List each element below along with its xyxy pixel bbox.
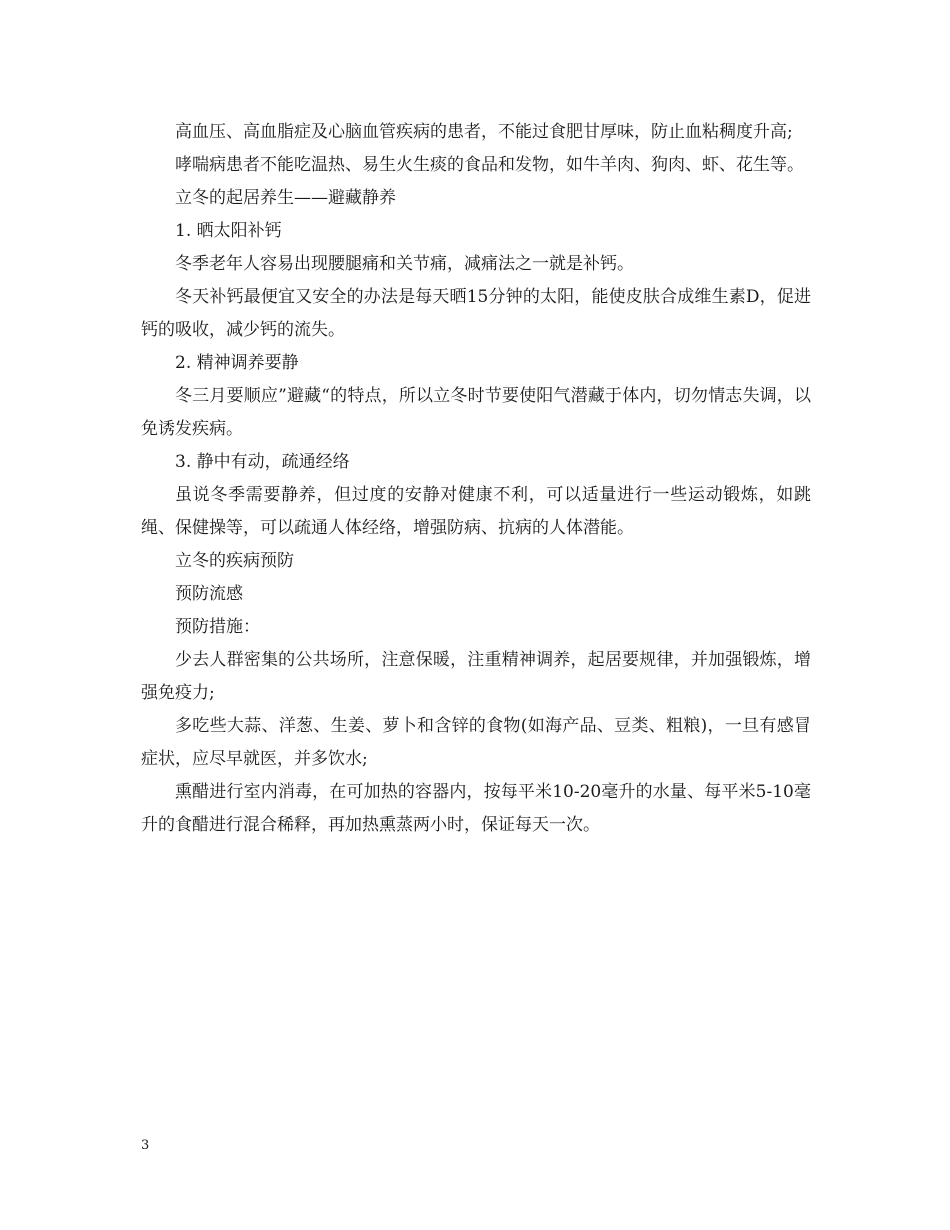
subheading-flu: 预防流感 <box>175 584 243 604</box>
paragraph-measure-crowds: 少去人群密集的公共场所，注意保暖，注重精神调养，起居要规律，并加强锻炼，增强免疫力; <box>141 650 811 703</box>
subheading-mental: 2. 精神调养要静 <box>175 353 299 373</box>
paragraph-joint-pain: 冬季老年人容易出现腰腿痛和关节痛，减痛法之一就是补钙。 <box>175 254 634 274</box>
paragraph-asthma: 哮喘病患者不能吃温热、易生火生痰的食品和发物，如牛羊肉、狗肉、虾、花生等。 <box>175 155 804 175</box>
section-heading-lifestyle: 立冬的起居养生——避藏静养 <box>175 188 396 208</box>
paragraph-calcium: 冬天补钙最便宜又安全的办法是每天晒15分钟的太阳，能使皮肤合成维生素D，促进钙的吸收，减少钙的流失。 <box>141 287 811 340</box>
paragraph-exercise: 虽说冬季需要静养，但过度的安静对健康不利，可以适量进行一些运动锻炼，如跳绳、保健操等，可以疏通人体经络，增强防病、抗病的人体潜能。 <box>141 485 811 538</box>
subheading-measures: 预防措施： <box>175 617 260 637</box>
section-heading-disease-prevention: 立冬的疾病预防 <box>175 551 294 571</box>
subheading-sunbathing: 1. 晒太阳补钙 <box>175 221 282 241</box>
paragraph-mental: 冬三月要顺应”避藏“的特点，所以立冬时节要使阳气潜藏于体内，切勿情志失调，以免诱发疾病。 <box>141 386 811 439</box>
document-body <box>141 116 811 842</box>
paragraph-hypertension: 高血压、高血脂症及心脑血管疾病的患者，不能过食肥甘厚味，防止血粘稠度升高; <box>175 122 793 142</box>
paragraph-measure-diet: 多吃些大蒜、洋葱、生姜、萝卜和含锌的食物(如海产品、豆类、粗粮)，一旦有感冒症状，应尽早就医，并多饮水; <box>141 716 811 769</box>
paragraph-measure-vinegar: 熏醋进行室内消毒，在可加热的容器内，按每平米10-20毫升的水量、每平米5-10毫升的食醋进行混合稀释，再加热熏蒸两小时，保证每天一次。 <box>141 782 811 835</box>
page-number: 3 <box>141 1138 150 1153</box>
subheading-exercise: 3. 静中有动，疏通经络 <box>175 452 350 472</box>
